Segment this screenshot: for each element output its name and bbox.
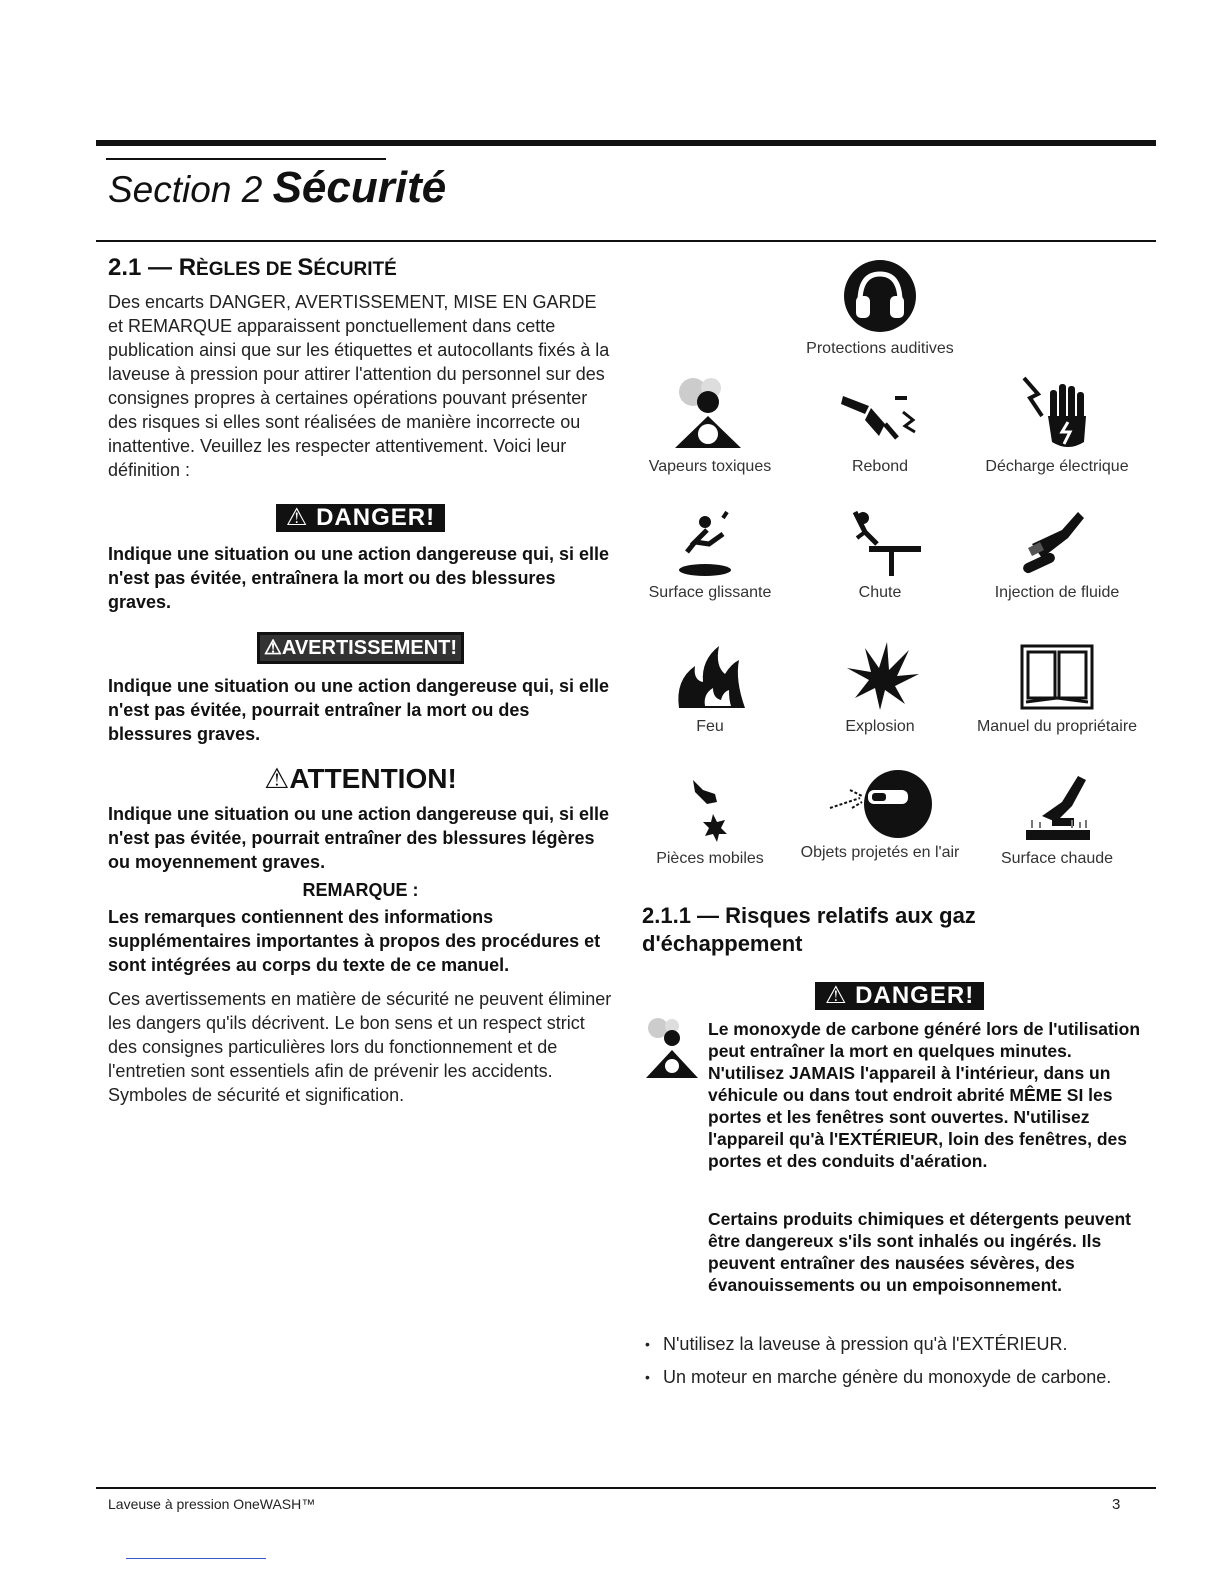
warning-banner-wrap <box>108 632 613 664</box>
fire-icon <box>665 640 755 712</box>
chemicals-warning-text: Certains produits chimiques et détergents peuvent être dangereux s'ils sont inhalés ou ingérés. Ils peuvent entraîner des nausées sévères, des évanouissements ou un empoisonnement. <box>708 1209 1131 1295</box>
rules-heading-part: S <box>297 254 314 281</box>
danger-definition: Indique une situation ou une action dangereuse qui, si elle n'est pas évitée, entraînera la mort ou des blessures graves. <box>108 544 610 612</box>
symbol-label: Protections auditives <box>806 340 954 357</box>
symbol-label: Explosion <box>845 718 915 735</box>
symbol-label: Objets projetés en l'air <box>800 844 960 861</box>
exhaust-danger-text: Le monoxyde de carbone généré lors de l'utilisation peut entraîner la mort en quelques minutes. N'utilisez JAMAIS l'appareil à l'intérieur, dans un véhicule ou dans tout endroit abrité MÊME SI les portes et les fenêtres sont ouvertes. N'utilisez l'appareil qu'à l'EXTÉRIEUR, loin des fenêtres, des portes et des conduits d'aération. <box>708 1019 1141 1171</box>
symbol-label: Chute <box>858 584 902 601</box>
caution-banner-wrap <box>108 762 613 796</box>
closing-text: Ces avertissements en matière de sécurité ne peuvent éliminer les dangers qu'ils décrivent. Le bon sens et un respect strict des consignes particulières lors du fonctionnement et de l'entretien sont essentiels afin de prévenir les accidents. Symboles de sécurité et signification. <box>108 989 612 1105</box>
footer-product: Laveuse à pression OneWASH™ <box>108 1496 316 1512</box>
symbol-hot <box>962 772 1152 868</box>
rules-intro: Des encarts DANGER, AVERTISSEMENT, MISE EN GARDE et REMARQUE apparaissent ponctuellement dans cette publication ainsi que sur les étiquettes et autocollants fixés à la laveuse à pression pour attirer l'attention du personnel sur des consignes propres à certaines opérations pouvant présenter des risques si elles sont réalisées de manière incorrecte ou inattentive. Veuillez les respecter attentivement. Voici leur définition : <box>108 292 610 480</box>
owner-manual-icon <box>1012 640 1102 712</box>
symbol-fall <box>785 508 975 602</box>
fall-icon <box>835 508 925 578</box>
symbol-label: Rebond <box>851 458 909 475</box>
rules-heading-part: 2.1 — R <box>108 254 197 281</box>
left-column <box>108 254 613 1107</box>
toxic-fumes-icon <box>665 376 755 452</box>
title-rule <box>106 158 386 160</box>
remark-title: REMARQUE : <box>302 880 419 900</box>
section-title: Sécurité <box>272 163 447 212</box>
symbol-fumes <box>615 376 805 476</box>
symbol-manual <box>962 640 1152 736</box>
page-title <box>108 164 446 214</box>
symbol-label: Injection de fluide <box>994 584 1120 601</box>
symbol-kickback <box>785 376 975 476</box>
rules-heading-part: ÉCURITÉ <box>313 259 397 280</box>
symbol-fire <box>615 640 805 736</box>
section-rule <box>96 240 1156 242</box>
symbol-label: Feu <box>696 718 724 735</box>
symbol-label: Décharge électrique <box>985 458 1129 475</box>
exhaust-heading: 2.1.1 — Risques relatifs aux gaz d'échappement <box>642 903 976 956</box>
hot-surface-icon <box>1012 772 1102 844</box>
symbol-label: Surface glissante <box>648 584 772 601</box>
rules-heading-part: DE <box>260 259 298 280</box>
exhaust-danger-banner: ⚠ DANGER! <box>815 982 984 1010</box>
symbol-injection <box>962 508 1152 602</box>
top-rule <box>96 140 1156 146</box>
section-prefix: Section 2 <box>108 169 263 210</box>
explosion-icon <box>835 640 925 712</box>
symbol-shock <box>962 376 1152 476</box>
symbol-label: Vapeurs toxiques <box>648 458 772 475</box>
symbol-label: Manuel du propriétaire <box>976 718 1138 735</box>
exhaust-danger-banner-wrap <box>815 982 984 1010</box>
warning-banner: ⚠AVERTISSEMENT! <box>257 632 464 664</box>
fluid-injection-icon <box>1012 508 1102 578</box>
symbol-hearing <box>785 258 975 358</box>
remark-text: Les remarques contiennent des informations supplémentaires importantes à propos des procédures et sont intégrées au corps du texte de ce manuel. <box>108 907 601 975</box>
caution-definition: Indique une situation ou une action dangereuse qui, si elle n'est pas évitée, pourrait entraîner des blessures légères ou moyennement graves. <box>108 804 610 872</box>
warning-definition: Indique une situation ou une action dangereuse qui, si elle n'est pas évitée, pourrait entraîner la mort ou des blessures graves. <box>108 676 610 744</box>
caution-banner: ⚠ATTENTION! <box>264 763 457 794</box>
symbol-moving <box>615 772 805 868</box>
rules-heading <box>108 254 613 282</box>
rules-heading-part: ÈGLES <box>196 259 261 280</box>
flying-objects-icon <box>820 764 940 844</box>
symbol-label: Surface chaude <box>1000 850 1114 867</box>
symbol-slippery <box>615 508 805 602</box>
link-underline <box>126 1558 266 1559</box>
slippery-surface-icon <box>665 508 755 578</box>
danger-banner-wrap <box>108 504 613 532</box>
toxic-gas-icon <box>642 1018 702 1080</box>
page-number: 3 <box>1112 1496 1121 1513</box>
gas-icon-wrap <box>642 1018 702 1085</box>
hearing-protection-icon <box>842 258 918 334</box>
kickback-icon <box>835 376 925 452</box>
moving-parts-icon <box>665 772 755 844</box>
symbol-label: Pièces mobiles <box>656 850 764 867</box>
danger-banner: ⚠ DANGER! <box>276 504 445 532</box>
symbol-flying <box>785 764 975 862</box>
list-item: • Un moteur en marche génère du monoxyde de carbone. <box>645 1365 1155 1389</box>
exhaust-bullet-list <box>645 1332 1155 1398</box>
footer-rule <box>96 1487 1156 1489</box>
list-item: • N'utilisez la laveuse à pression qu'à l'EXTÉRIEUR. <box>645 1332 1155 1356</box>
electric-shock-icon <box>1012 376 1102 452</box>
symbol-explosion <box>785 640 975 736</box>
